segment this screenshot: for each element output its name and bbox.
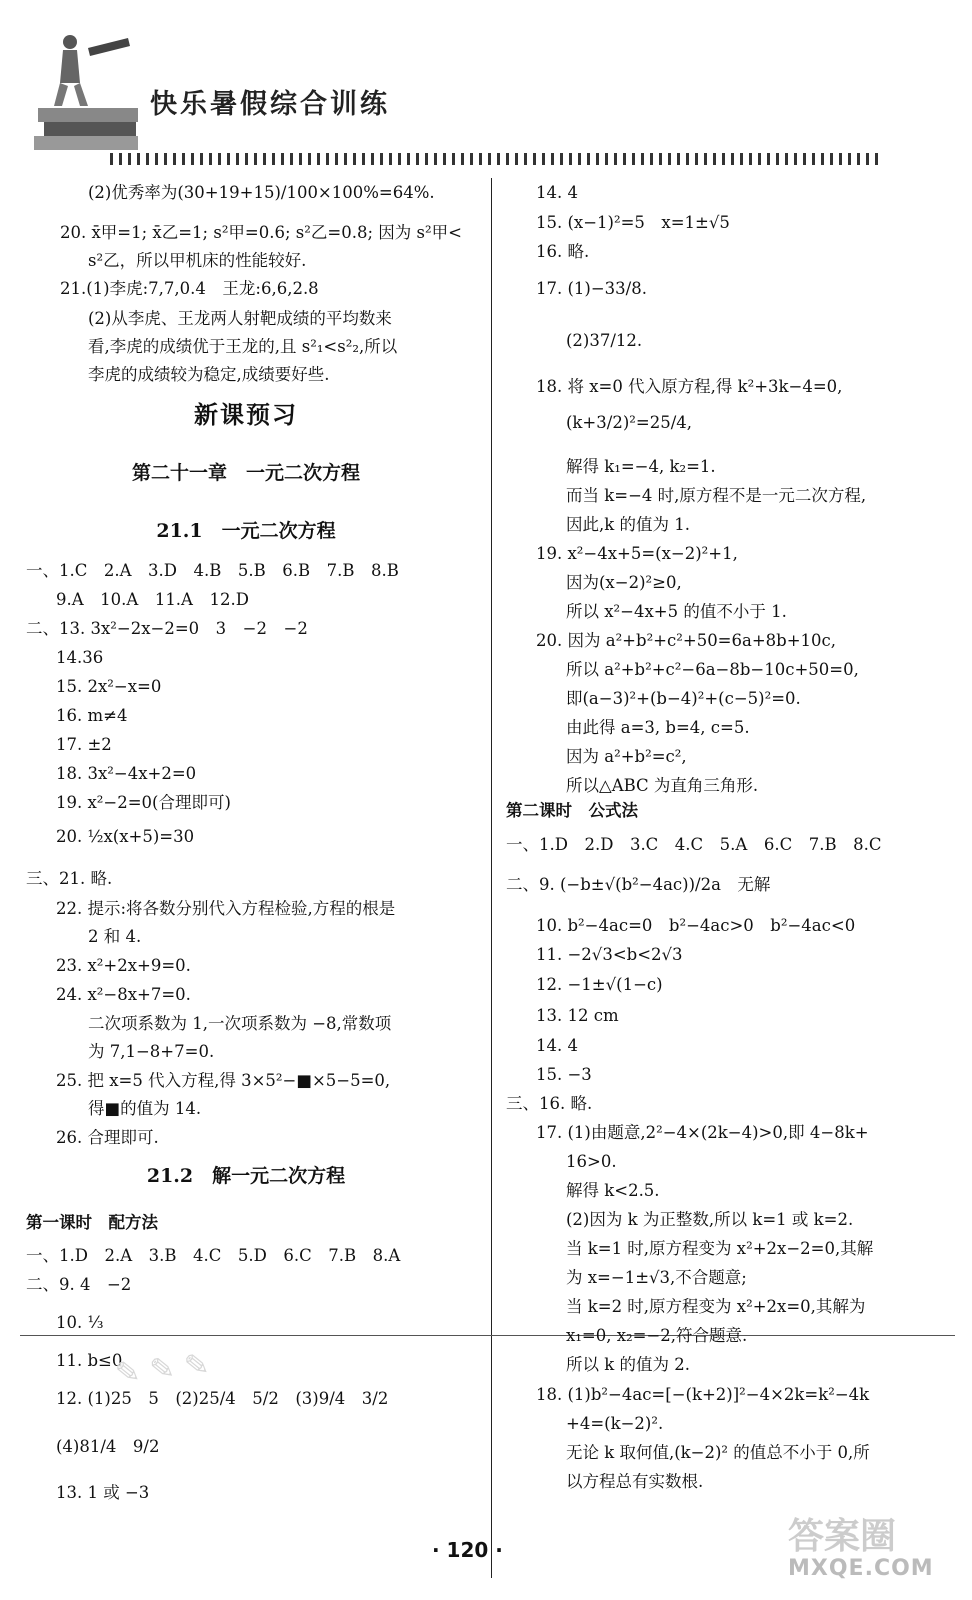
section-title: 新课预习 — [194, 401, 298, 429]
left-answer-line: 16. m≠4 — [56, 706, 128, 725]
right-answer-line: 所以 k 的值为 2. — [566, 1355, 690, 1374]
left-answer-line: s²乙，所以甲机床的性能较好. — [88, 251, 307, 270]
header-strip — [110, 153, 880, 165]
right-answer-line: 13. 12 cm — [536, 1006, 619, 1025]
right-answer-line: 所以 a²+b²+c²−6a−8b−10c+50=0, — [566, 660, 859, 679]
right-answer-line: (2)因为 k 为正整数,所以 k=1 或 k=2. — [566, 1210, 854, 1229]
right-answer-line: 而当 k=−4 时,原方程不是一元二次方程, — [566, 486, 867, 505]
left-answer-line: 11. b≤0 — [56, 1351, 123, 1370]
left-answer-line: 10. ⅓ — [56, 1313, 104, 1332]
right-answer-line: +4=(k−2)². — [566, 1414, 664, 1433]
right-answer-line: 当 k=2 时,原方程变为 x²+2x=0,其解为 — [566, 1297, 866, 1316]
right-answer-line: 一、1.D 2.D 3.C 4.C 5.A 6.C 7.B 8.C — [506, 835, 882, 854]
page-number: · 120 · — [432, 1538, 503, 1562]
header-banner — [20, 20, 940, 170]
right-answer-line: 因此,k 的值为 1. — [566, 515, 690, 534]
right-answer-line: 17. (1)由题意,2²−4×(2k−4)>0,即 4−8k+ — [536, 1123, 869, 1142]
left-answer-line: 21.(1)李虎:7,7,0.4 王龙:6,6,2.8 — [60, 279, 319, 298]
subsection-title-21-1: 21.1 一元二次方程 — [156, 520, 336, 542]
left-answer-line: 一、1.D 2.A 3.B 4.C 5.D 6.C 7.B 8.A — [26, 1246, 401, 1265]
watermark — [788, 1508, 958, 1588]
left-answer-line: 一、1.C 2.A 3.D 4.B 5.B 6.B 7.B 8.B — [26, 561, 399, 580]
left-answer-line: 22. 提示:将各数分别代入方程检验,方程的根是 — [56, 899, 396, 918]
right-answer-line: 18. 将 x=0 代入原方程,得 k²+3k−4=0, — [536, 377, 843, 396]
left-answer-line: 三、21. 略. — [26, 869, 113, 888]
left-answer-line: (4)81/4 9/2 — [56, 1437, 160, 1456]
left-answer-line: 12. (1)25 5 (2)25/4 5/2 (3)9/4 3/2 — [56, 1389, 389, 1408]
right-answer-line: 10. b²−4ac=0 b²−4ac>0 b²−4ac<0 — [536, 916, 856, 935]
left-answer-line: 19. x²−2=0(合理即可) — [56, 793, 231, 812]
right-answer-line: 18. (1)b²−4ac=[−(k+2)]²−4×2k=k²−4k — [536, 1385, 870, 1404]
right-answer-line: 由此得 a=3, b=4, c=5. — [566, 718, 750, 737]
left-answer-line: 为 7,1−8+7=0. — [88, 1042, 215, 1061]
left-answer-line: 得■的值为 14. — [88, 1099, 202, 1118]
left-answer-line: 9.A 10.A 11.A 12.D — [56, 590, 249, 609]
right-answer-line: 解得 k₁=−4, k₂=1. — [566, 457, 716, 476]
watermark-site: MXQE.COM — [788, 1556, 934, 1581]
left-answer-line: 18. 3x²−4x+2=0 — [56, 764, 197, 783]
left-answer-line: 2 和 4. — [88, 927, 142, 946]
right-answer-line: 三、16. 略. — [506, 1094, 593, 1113]
right-answer-line: 即(a−3)²+(b−4)²+(c−5)²=0. — [566, 689, 801, 708]
watermark-logo: 答案圈 — [788, 1516, 897, 1557]
left-answer-line: 15. 2x²−x=0 — [56, 677, 162, 696]
right-answer-line: 17. (1)−33/8. — [536, 279, 647, 298]
left-answer-line: 17. ±2 — [56, 735, 112, 754]
left-answer-line: 看,李虎的成绩优于王龙的,且 s²₁<s²₂,所以 — [88, 337, 398, 356]
horizontal-rule — [20, 1335, 955, 1336]
lesson-title-1: 第一课时 配方法 — [26, 1213, 158, 1232]
right-answer-line: 15. (x−1)²=5 x=1±√5 — [536, 213, 730, 232]
right-answer-line: 12. −1±√(1−c) — [536, 975, 663, 994]
left-answer-line: 14.36 — [56, 648, 104, 667]
left-answer-line: 二次项系数为 1,一次项系数为 −8,常数项 — [88, 1014, 392, 1033]
books-figure-icon — [30, 28, 145, 153]
right-answer-line: x₁=0, x₂=−2,符合题意. — [566, 1326, 748, 1345]
left-answer-line: 20. ½x(x+5)=30 — [56, 827, 195, 846]
left-answer-line: 25. 把 x=5 代入方程,得 3×5²−■×5−5=0, — [56, 1071, 391, 1090]
right-answer-line: 以方程总有实数根. — [566, 1472, 704, 1491]
right-answer-line: 20. 因为 a²+b²+c²+50=6a+8b+10c, — [536, 631, 837, 650]
right-answer-line: 解得 k<2.5. — [566, 1181, 660, 1200]
left-answer-line: 26. 合理即可. — [56, 1128, 159, 1147]
left-answer-line: 20. x̄甲=1; x̄乙=1; s²甲=0.6; s²乙=0.8; 因为 s²甲< — [60, 223, 462, 242]
left-answer-line: (2)从李虎、王龙两人射靶成绩的平均数来 — [88, 309, 392, 328]
left-answer-line: 24. x²−8x+7=0. — [56, 985, 191, 1004]
left-answer-line: 13. 1 或 −3 — [56, 1483, 150, 1502]
left-answer-line: 二、9. 4 −2 — [26, 1275, 132, 1294]
handwritten-stamp: ✎ ✎ ✎ — [113, 1347, 212, 1392]
right-answer-line: 为 x=−1±√3,不合题意; — [566, 1268, 747, 1287]
right-answer-line: 当 k=1 时,原方程变为 x²+2x−2=0,其解 — [566, 1239, 874, 1258]
lesson-title-2: 第二课时 公式法 — [506, 801, 638, 820]
right-answer-line: 16. 略. — [536, 242, 590, 261]
header-title: 快乐暑假综合训练 — [150, 89, 390, 120]
left-answer-line: 李虎的成绩较为稳定,成绩要好些. — [88, 365, 330, 384]
right-answer-line: (k+3/2)²=25/4, — [566, 413, 692, 432]
right-answer-line: 所以△ABC 为直角三角形. — [566, 776, 759, 795]
chapter-title: 第二十一章 一元二次方程 — [131, 462, 360, 484]
left-answer-line: (2)优秀率为(30+19+15)/100×100%=64%. — [88, 183, 435, 202]
right-answer-line: 11. −2√3<b<2√3 — [536, 945, 683, 964]
right-answer-line: 二、9. (−b±√(b²−4ac))/2a 无解 — [506, 875, 771, 894]
right-answer-line: 因为(x−2)²≥0, — [566, 573, 682, 592]
right-answer-line: 16>0. — [566, 1152, 617, 1171]
left-answer-line: 二、13. 3x²−2x−2=0 3 −2 −2 — [26, 619, 308, 638]
subsection-title-21-2: 21.2 解一元二次方程 — [146, 1165, 346, 1187]
right-answer-line: 所以 x²−4x+5 的值不小于 1. — [566, 602, 787, 621]
right-answer-line: 19. x²−4x+5=(x−2)²+1, — [536, 544, 738, 563]
right-answer-line: 14. 4 — [536, 183, 578, 202]
right-answer-line: (2)37/12. — [566, 331, 643, 350]
right-answer-line: 14. 4 — [536, 1036, 578, 1055]
left-answer-line: 23. x²+2x+9=0. — [56, 956, 191, 975]
right-answer-line: 15. −3 — [536, 1065, 592, 1084]
column-divider — [491, 178, 492, 1578]
right-answer-line: 无论 k 取何值,(k−2)² 的值总不小于 0,所 — [566, 1443, 870, 1462]
right-answer-line: 因为 a²+b²=c², — [566, 747, 687, 766]
